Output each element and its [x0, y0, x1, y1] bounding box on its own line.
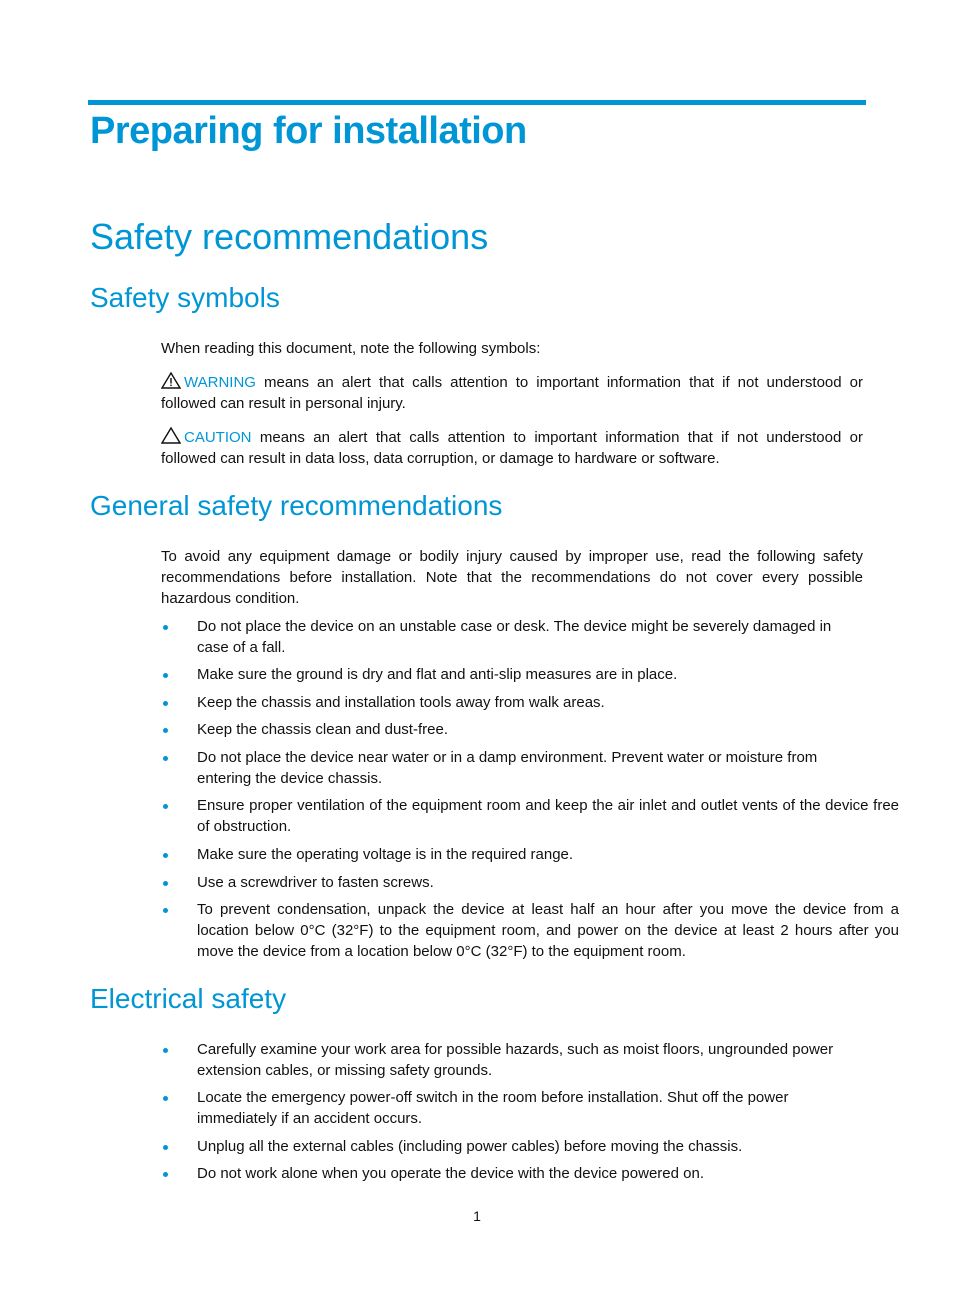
warning-text: means an alert that calls attention to important information that if not understood or followed can result in personal injury. [161, 374, 863, 412]
list-item: Do not work alone when you operate the device with the device powered on. [161, 1163, 863, 1184]
list-item: Do not place the device on an unstable case or desk. The device might be severely damaged in case of a fall. [161, 616, 863, 658]
list-item: Unplug all the external cables (including power cables) before moving the chassis. [161, 1136, 863, 1157]
list-item: Do not place the device near water or in a damp environment. Prevent water or moisture from entering the device chassis. [161, 747, 863, 789]
caution-paragraph [161, 427, 863, 469]
bullet-icon [163, 701, 168, 706]
list-item: Keep the chassis and installation tools away from walk areas. [161, 692, 863, 713]
chapter-rule [88, 100, 866, 105]
caution-icon [161, 427, 181, 444]
bullet-icon [163, 625, 168, 630]
bullet-icon [163, 1145, 168, 1150]
chapter-title: Preparing for installation [90, 110, 527, 152]
list-item: Ensure proper ventilation of the equipment room and keep the air inlet and outlet vents of the device free of obstruction. [161, 795, 899, 837]
list-item: Locate the emergency power-off switch in the room before installation. Shut off the power immediately if an accident occurs. [161, 1087, 863, 1129]
list-item: Make sure the ground is dry and flat and anti-slip measures are in place. [161, 664, 863, 685]
caution-text: means an alert that calls attention to important information that if not understood or followed can result in data loss, data corruption, or damage to hardware or software. [161, 429, 863, 467]
safety-symbols-intro: When reading this document, note the following symbols: [161, 340, 541, 357]
bullet-icon [163, 853, 168, 858]
list-item: Make sure the operating voltage is in the required range. [161, 844, 863, 865]
list-item: Use a screwdriver to fasten screws. [161, 872, 863, 893]
bullet-icon [163, 1096, 168, 1101]
safety-symbols-heading: Safety symbols [90, 282, 280, 313]
general-safety-intro: To avoid any equipment damage or bodily injury caused by improper use, read the following safety recommendations before installation. Note that the recommendations do not cover every possible hazardous condition. [161, 548, 863, 607]
bullet-icon [163, 728, 168, 733]
page-number: 1 [473, 1208, 481, 1224]
bullet-icon [163, 756, 168, 761]
list-item: To prevent condensation, unpack the device at least half an hour after you move the device from a location below 0°C (32°F) to the equipment room, and power on the device at least 2 hours after you move the device from a location below 0°C (32°F) to the equipment room. [161, 899, 899, 962]
list-item: Carefully examine your work area for possible hazards, such as moist floors, ungrounded power extension cables, or missing safety grounds. [161, 1039, 863, 1081]
bullet-icon [163, 881, 168, 886]
list-item: Keep the chassis clean and dust-free. [161, 719, 863, 740]
section-title: Safety recommendations [90, 216, 489, 257]
warning-label: WARNING [184, 374, 256, 391]
bullet-icon [163, 908, 168, 913]
caution-label: CAUTION [184, 429, 252, 446]
warning-icon [161, 372, 181, 389]
bullet-icon [163, 804, 168, 809]
bullet-icon [163, 1048, 168, 1053]
bullet-icon [163, 1172, 168, 1177]
warning-paragraph [161, 372, 863, 414]
electrical-safety-heading: Electrical safety [90, 983, 287, 1014]
general-safety-heading: General safety recommendations [90, 490, 503, 521]
bullet-icon [163, 673, 168, 678]
